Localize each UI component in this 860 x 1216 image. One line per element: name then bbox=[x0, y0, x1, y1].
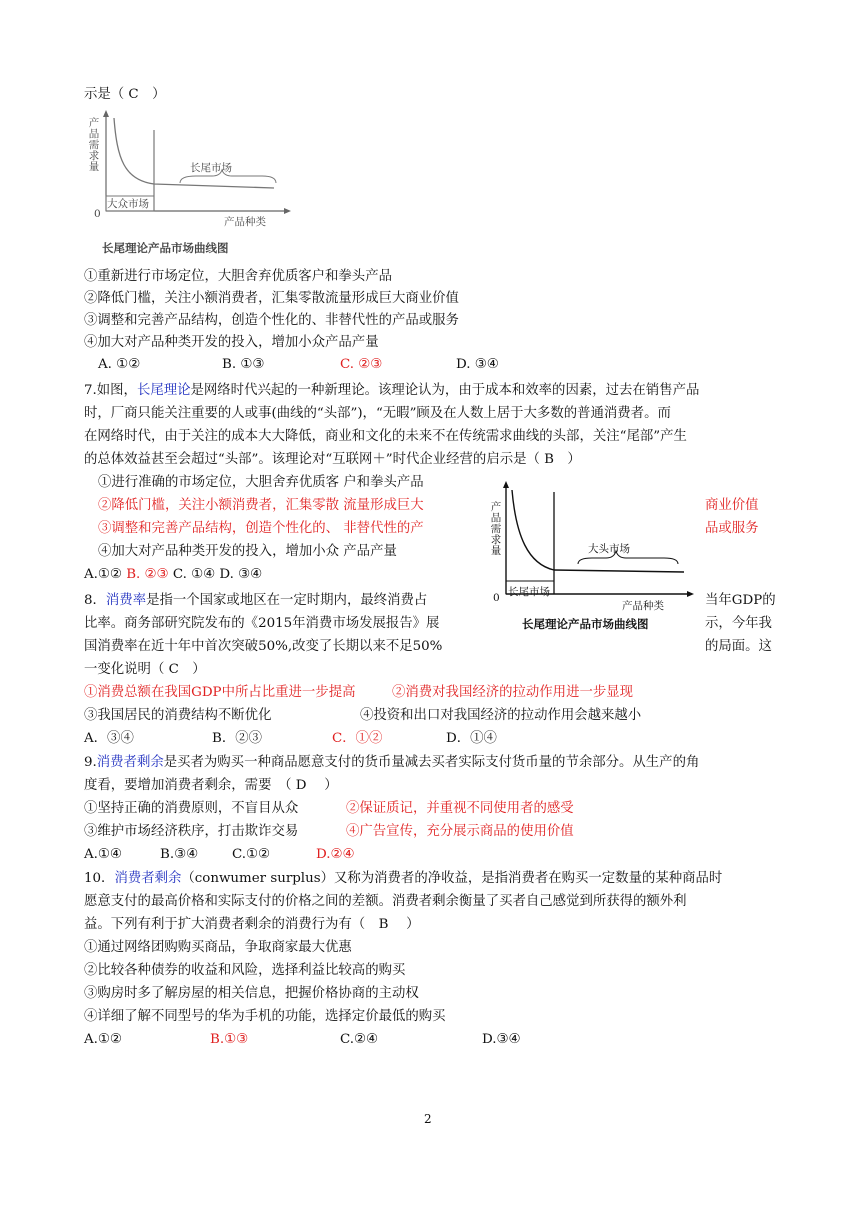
q6-mass-label: 大众市场 bbox=[107, 198, 149, 210]
q7-option-1: ①进行准确的市场定位，大胆舍弃优质客 户和拳头产品 bbox=[98, 475, 424, 490]
page-number: 2 bbox=[424, 1112, 432, 1126]
q10-line-1 bbox=[84, 868, 722, 890]
q8-choice-b: B．②③ bbox=[212, 731, 263, 746]
q6-figure-svg bbox=[84, 108, 294, 258]
q7-line-1-text: 是网络时代兴起的一种新理论。该理论认为，由于成本和效率的因素，过去在销售产品 bbox=[190, 383, 700, 398]
q10-choice-d: D.③④ bbox=[482, 1032, 521, 1047]
q7-y-arrow bbox=[503, 481, 509, 488]
q7-line-2: 时，厂商只能关注重要的人或事(曲线的“头部”)，“无暇”顾及在人数上居于大多数的普通消费者。而 bbox=[84, 406, 671, 421]
q9-choice-d: D.②④ bbox=[316, 847, 355, 862]
q6-choice-a: A. ①② bbox=[98, 357, 141, 372]
q8-term: 消费率 bbox=[105, 593, 147, 608]
q9-option-3: ③维护市场经济秩序，打击欺诈交易 bbox=[84, 824, 299, 839]
q6-option-1: ①重新进行市场定位，大胆舍弃优质客户和拳头产品 bbox=[84, 269, 392, 284]
q9-option-2: ②保证质记，并重视不同使用者的感受 bbox=[346, 801, 574, 816]
q7-figure-caption: 长尾理论产品市场曲线图 bbox=[522, 617, 649, 631]
q7-choice-b: B. ②③ bbox=[126, 567, 169, 582]
q9-term: 消费者剩余 bbox=[96, 755, 164, 770]
q6-origin: 0 bbox=[94, 208, 101, 220]
q8-line-3-right: 的局面。这 bbox=[705, 639, 772, 654]
q9-choice-b: B.③④ bbox=[160, 847, 199, 862]
q10-line-1-text: （conwumer surplus）又称为消费者的净收益，是指消费者在购买一定数量的某种商品时 bbox=[181, 871, 723, 886]
q6-option-2: ②降低门槛，关注小额消费者，汇集零散流量形成巨大商业价值 bbox=[84, 291, 459, 306]
q7-choice-d: D. ③④ bbox=[219, 567, 263, 582]
q7-option-3a: ③调整和完善产品结构，创造个性化的、 非替代性的产 bbox=[98, 521, 424, 536]
q9-choice-c: C.①② bbox=[232, 847, 271, 862]
q6-option-4: ④加大对产品种类开发的投入，增加小众产品产量 bbox=[84, 335, 379, 350]
q6-x-label: 产品种类 bbox=[224, 216, 266, 228]
q9-line-2: 度看，要增加消费者剩余，需要 （ D ） bbox=[84, 778, 338, 793]
q10-option-2: ②比较各种债券的收益和风险，选择利益比较高的购买 bbox=[84, 963, 406, 978]
q10-choice-b: B.①③ bbox=[210, 1032, 249, 1047]
q10-option-4: ④详细了解不同型号的华为手机的功能，选择定价最低的购买 bbox=[84, 1009, 446, 1024]
q7-origin: 0 bbox=[493, 592, 500, 604]
q10-option-1: ①通过网络团购购买商品，争取商家最大优惠 bbox=[84, 940, 352, 955]
q6-figure-caption: 长尾理论产品市场曲线图 bbox=[102, 241, 229, 255]
q8-option-3: ③我国居民的消费结构不断优化 bbox=[84, 708, 272, 723]
q6-figure bbox=[84, 108, 294, 258]
q6-long-tail-label: 长尾市场 bbox=[190, 162, 232, 174]
q6-y-arrow bbox=[103, 110, 109, 117]
q8-choice-c: C．①② bbox=[332, 731, 383, 746]
q7-y-label: 产品需求量 bbox=[490, 501, 502, 557]
q6-choice-c: C. ②③ bbox=[340, 357, 383, 372]
q7-line-4: 的总体效益甚至会超过“头部”。该理论对“互联网＋”时代企业经营的启示是（ B ） bbox=[84, 452, 581, 467]
q7-x-arrow bbox=[687, 591, 694, 597]
q7-term: 长尾理论 bbox=[136, 383, 191, 398]
q10-line-3: 益。下列有利于扩大消费者剩余的消费行为有（ B ） bbox=[84, 917, 420, 932]
q7-option-3b: 品或服务 bbox=[705, 521, 759, 536]
q8-line-4: 一变化说明（ C ） bbox=[84, 662, 206, 677]
q10-option-3: ③购房时多了解房屋的相关信息，把握价格协商的主动权 bbox=[84, 986, 419, 1001]
q7-choice-a: A.①② bbox=[84, 567, 122, 582]
q7-line-3: 在网络时代，由于关注的成本大大降低，商业和文化的未来不在传统需求曲线的头部，关注“尾部”产生 bbox=[84, 429, 687, 444]
q10-choice-a: A.①② bbox=[84, 1032, 122, 1047]
q6-option-3: ③调整和完善产品结构，创造个性化的、非替代性的产品或服务 bbox=[84, 313, 459, 328]
q6-choice-d: D. ③④ bbox=[456, 357, 499, 372]
q8-line-3: 国消费率在近十年中首次突破50%,改变了长期以来不足50% bbox=[84, 639, 443, 654]
q7-option-2b: 商业价值 bbox=[705, 498, 759, 513]
q9-choice-a: A.①④ bbox=[84, 847, 122, 862]
q7-figure bbox=[488, 478, 700, 636]
q6-choice-b: B. ①③ bbox=[222, 357, 265, 372]
q6-x-arrow bbox=[284, 208, 291, 214]
q7-option-4: ④加大对产品种类开发的投入，增加小众 产品产量 bbox=[98, 544, 397, 559]
q9-line-1-text: 是买者为购买一种商品愿意支付的货币量减去买者实际支付货币量的节余部分。从生产的角 bbox=[163, 755, 700, 770]
q7-choice-c: C. ①④ bbox=[172, 567, 216, 582]
q8-choice-d: D．①④ bbox=[446, 731, 497, 746]
q7-number: 7.如图， bbox=[84, 383, 137, 398]
q7-figure-svg bbox=[488, 478, 700, 636]
q7-option-2a: ②降低门槛，关注小额消费者，汇集零散 流量形成巨大 bbox=[98, 498, 424, 513]
q10-choice-c: C.②④ bbox=[340, 1032, 379, 1047]
q8-option-4: ④投资和出口对我国经济的拉动作用会越来越小 bbox=[360, 708, 642, 723]
q7-long-tail-label: 长尾市场 bbox=[508, 586, 550, 598]
q8-line-1-right: 当年GDP的 bbox=[705, 593, 776, 608]
q6-stem-end: 示是（ C ） bbox=[84, 87, 166, 102]
q8-choice-a: A．③④ bbox=[84, 731, 134, 746]
q8-option-2: ②消费对我国经济的拉动作用进一步显现 bbox=[392, 685, 634, 700]
q7-choices bbox=[84, 564, 262, 586]
q6-demand-curve bbox=[114, 118, 274, 188]
q7-big-head-label: 大头市场 bbox=[588, 543, 630, 555]
q9-option-4: ④广告宣传，充分展示商品的使用价值 bbox=[346, 824, 574, 839]
q9-option-1: ①坚持正确的消费原则，不盲目从众 bbox=[84, 801, 299, 816]
q8-line-2-right: 示，今年我 bbox=[705, 616, 772, 631]
q8-option-1: ①消费总额在我国GDP中所占比重进一步提高 bbox=[84, 685, 356, 700]
q10-number: 10． bbox=[84, 871, 115, 886]
q10-term: 消费者剩余 bbox=[114, 871, 182, 886]
q9-number: 9. bbox=[84, 755, 97, 770]
q10-line-2: 愿意支付的最高价格和实际支付的价格之间的差额。消费者剩余衡量了买者自己感觉到所获得的额外利 bbox=[84, 894, 687, 909]
q7-x-label: 产品种类 bbox=[622, 600, 664, 612]
q8-line-1 bbox=[84, 590, 427, 612]
q7-line-1 bbox=[84, 380, 699, 402]
q6-y-label: 产品需求量 bbox=[88, 117, 100, 173]
q9-line-1 bbox=[84, 752, 699, 774]
q7-demand-curve bbox=[512, 490, 684, 572]
q8-line-2: 比率。商务部研究院发布的《2015年消费市场发展报告》展 bbox=[84, 616, 440, 631]
q8-number: 8． bbox=[84, 593, 106, 608]
q8-line-1-text: 是指一个国家或地区在一定时期内，最终消费占 bbox=[146, 593, 428, 608]
